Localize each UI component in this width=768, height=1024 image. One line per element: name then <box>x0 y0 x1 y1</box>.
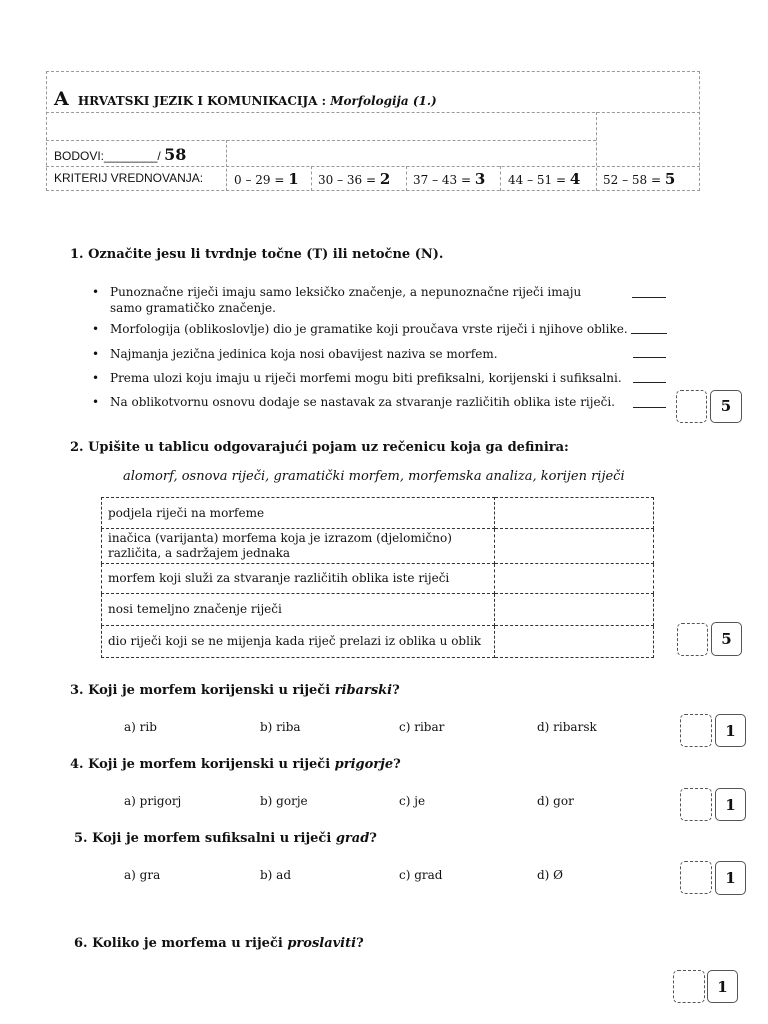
answer-option[interactable]: c) grad <box>399 868 443 882</box>
header-divider <box>46 112 700 113</box>
test-letter: A <box>54 88 69 110</box>
answer-cell[interactable] <box>495 498 654 529</box>
header-divider <box>311 166 312 191</box>
answer-option[interactable]: b) riba <box>260 720 301 734</box>
topic-name: Morfologija (1.) <box>330 94 437 108</box>
answer-option[interactable]: a) rib <box>124 720 157 734</box>
definition-cell: morfem koji služi za stvaranje različitih oblika iste riječi <box>102 564 495 594</box>
statement-item: • Punoznačne riječi imaju samo leksičko značenje, a nepunoznačne riječi imaju samo gramatičko značenje. <box>110 284 600 316</box>
question-5-title: 5. Koji je morfem sufiksalni u riječi grad? <box>74 831 377 846</box>
points-box: 1 <box>707 970 738 1003</box>
statement-item: • Morfologija (oblikoslovlje) dio je gramatike koji proučava vrste riječi i njihove oblike. <box>110 321 630 337</box>
question-4-title: 4. Koji je morfem korijenski u riječi prigorje? <box>70 757 401 772</box>
grade-range: 0 – 29 = 1 <box>234 170 299 188</box>
score-input-box[interactable] <box>680 714 712 747</box>
question-6-title: 6. Koliko je morfema u riječi proslaviti? <box>74 936 364 951</box>
answer-option[interactable]: c) je <box>399 794 426 808</box>
answer-option[interactable]: d) ribarsk <box>537 720 597 734</box>
header-divider <box>500 166 501 191</box>
answer-option[interactable]: a) gra <box>124 868 161 882</box>
score-input-box[interactable] <box>673 970 705 1003</box>
points-box: 5 <box>711 622 742 656</box>
statement-item: • Najmanja jezična jedinica koja nosi obavijest naziva se morfem. <box>110 346 610 362</box>
table-row <box>102 498 654 529</box>
answer-option[interactable]: c) ribar <box>399 720 445 734</box>
points-box: 5 <box>710 390 742 423</box>
statement-item: • Na oblikotvornu osnovu dodaje se nastavak za stvaranje različitih oblika iste riječi. <box>110 394 625 410</box>
term-list: alomorf, osnova riječi, gramatički morfem, morfemska analiza, korijen riječi <box>123 469 625 484</box>
answer-blank[interactable] <box>633 382 666 383</box>
score-input-box[interactable] <box>676 390 707 423</box>
page-title: A HRVATSKI JEZIK I KOMUNIKACIJA : Morfologija (1.) <box>54 88 437 110</box>
subject-name: HRVATSKI JEZIK I KOMUNIKACIJA <box>77 94 318 108</box>
header-divider <box>406 166 407 191</box>
header-divider <box>46 166 700 167</box>
answer-cell[interactable] <box>495 626 654 658</box>
grade-range: 44 – 51 = 4 <box>508 170 581 188</box>
definition-cell: nosi temeljno značenje riječi <box>102 594 495 626</box>
bodovi-field: BODOVI:________/ 58 <box>54 145 187 164</box>
header-divider <box>596 112 597 191</box>
header-divider <box>226 140 227 191</box>
definition-cell: dio riječi koji se ne mijenja kada riječ prelazi iz oblika u oblik <box>102 626 495 658</box>
answer-cell[interactable] <box>495 564 654 594</box>
points-box: 1 <box>715 788 746 821</box>
table-row <box>102 529 654 564</box>
answer-option[interactable]: d) Ø <box>537 868 564 882</box>
table-row <box>102 594 654 626</box>
statement-item: • Prema ulozi koju imaju u riječi morfemi mogu biti prefiksalni, korijenski i sufiksalni. <box>110 370 620 386</box>
grade-range: 37 – 43 = 3 <box>413 170 486 188</box>
table-row <box>102 626 654 658</box>
question-2-title: 2. Upišite u tablicu odgovarajući pojam uz rečenicu koja ga definira: <box>70 440 569 455</box>
answer-blank[interactable] <box>631 333 667 334</box>
answer-option[interactable]: d) gor <box>537 794 574 808</box>
answer-blank[interactable] <box>633 357 666 358</box>
answer-option[interactable]: a) prigorj <box>124 794 182 808</box>
header-divider <box>46 140 596 141</box>
score-input-box[interactable] <box>677 623 708 656</box>
definition-cell: inačica (varijanta) morfema koja je izrazom (djelomično) različita, a sadržajem jednaka <box>102 529 495 564</box>
question-3-title: 3. Koji je morfem korijenski u riječi ribarski? <box>70 683 400 698</box>
definition-cell: podjela riječi na morfeme <box>102 498 495 529</box>
grade-range: 52 – 58 = 5 <box>603 170 676 188</box>
answer-blank[interactable] <box>633 407 666 408</box>
answer-option[interactable]: b) gorje <box>260 794 308 808</box>
points-box: 1 <box>715 861 746 895</box>
score-input-box[interactable] <box>680 861 712 894</box>
grade-range: 30 – 36 = 2 <box>318 170 391 188</box>
answer-cell[interactable] <box>495 594 654 626</box>
table-row <box>102 564 654 594</box>
answer-blank[interactable] <box>632 297 666 298</box>
kriterij-label: KRITERIJ VREDNOVANJA: <box>54 171 204 185</box>
max-points: 58 <box>164 145 187 164</box>
question-1-title: 1. Označite jesu li tvrdnje točne (T) ili netočne (N). <box>70 247 444 262</box>
score-input-box[interactable] <box>680 788 712 821</box>
definition-table <box>101 497 654 658</box>
points-box: 1 <box>715 714 746 747</box>
answer-cell[interactable] <box>495 529 654 564</box>
answer-option[interactable]: b) ad <box>260 868 292 882</box>
